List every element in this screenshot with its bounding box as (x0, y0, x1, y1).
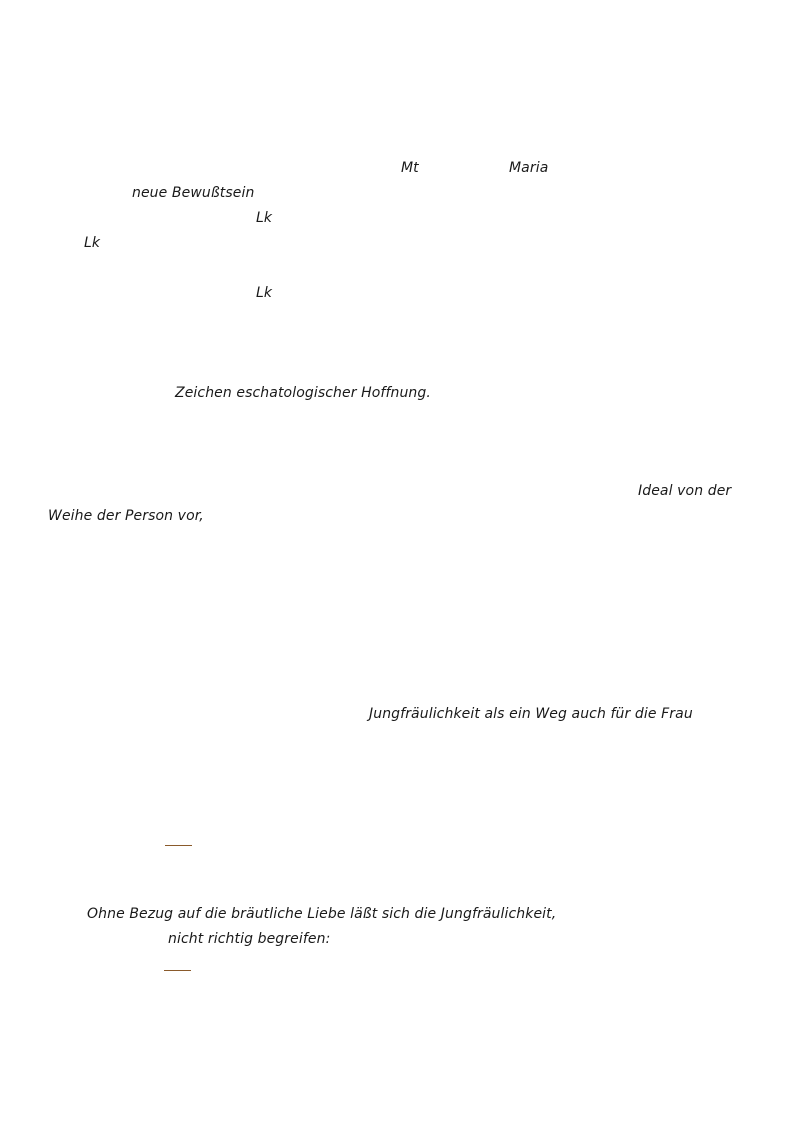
text-maria: Maria (509, 160, 549, 176)
text-weihe-der-person: Weihe der Person vor, (48, 508, 204, 524)
text-ideal-von-der: Ideal von der (638, 483, 732, 499)
footnote-rule-2 (164, 970, 191, 971)
ref-lk-1: Lk (256, 210, 273, 226)
text-zeichen-hoffnung: Zeichen eschatologischer Hoffnung. (175, 385, 431, 401)
text-ohne-bezug: Ohne Bezug auf die bräutliche Liebe läßt sich die Jungfräulichkeit, (87, 906, 557, 922)
footnote-rule-1 (165, 845, 192, 846)
text-jungfraeulichkeit-weg: Jungfräulichkeit als ein Weg auch für die Frau (369, 706, 693, 722)
text-nicht-richtig-begreifen: nicht richtig begreifen: (168, 931, 331, 947)
text-neue-bewusstsein: neue Bewußtsein (132, 185, 255, 201)
ref-mt: Mt (401, 160, 419, 176)
ref-lk-3: Lk (256, 285, 273, 301)
ref-lk-2: Lk (84, 235, 101, 251)
